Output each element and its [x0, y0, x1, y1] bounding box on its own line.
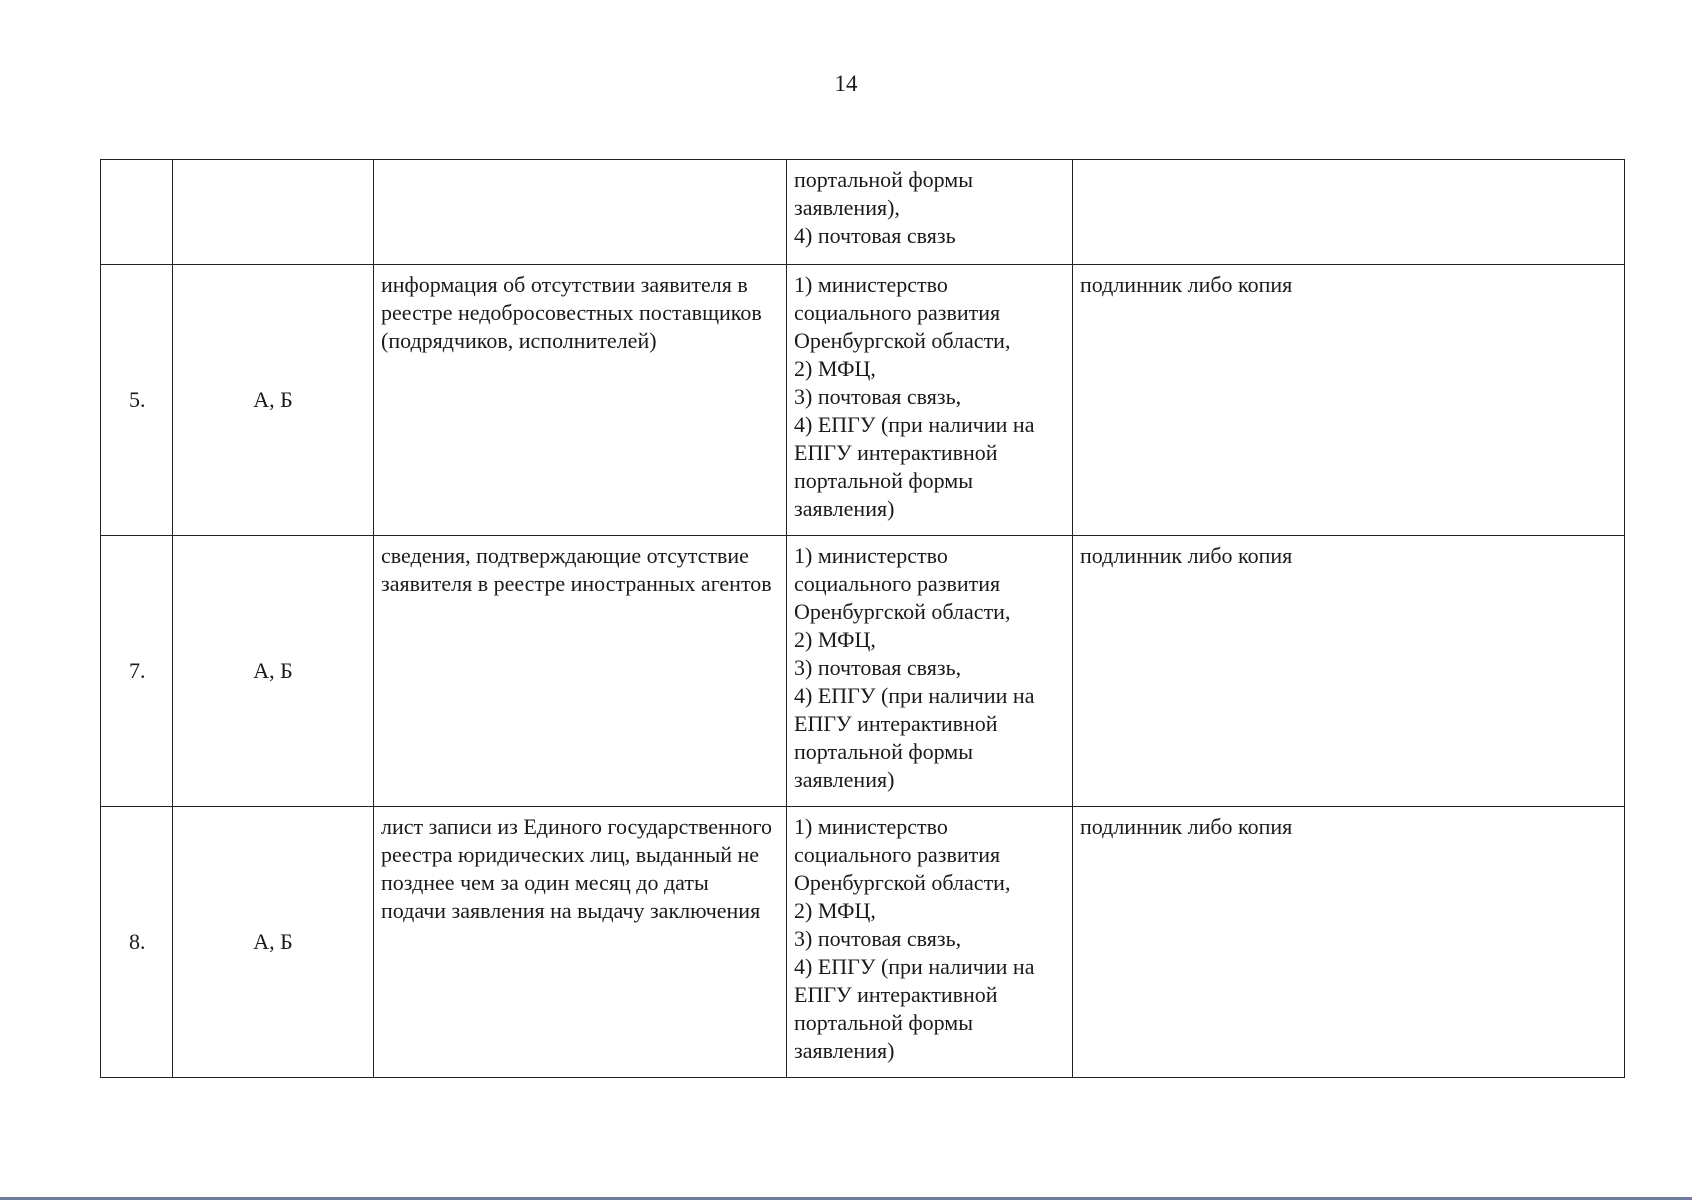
source-line: ЕПГУ интерактивной [794, 982, 998, 1007]
source-line: портальной формы [794, 739, 974, 764]
source-line: Оренбургской области, [794, 599, 1011, 624]
submission-method-cell [787, 536, 1073, 807]
source-line: 2) МФЦ, [794, 627, 876, 652]
source-line: заявления), [794, 195, 900, 220]
source-line: портальной формы [794, 1010, 974, 1035]
source-line: 1) министерство [794, 543, 948, 568]
document-name-cell [374, 160, 787, 265]
source-line: 3) почтовая связь, [794, 926, 962, 951]
source-line: Оренбургской области, [794, 870, 1011, 895]
source-line: заявления) [794, 496, 895, 521]
document-form-cell: подлинник либо копия [1073, 807, 1625, 1078]
source-line: 4) ЕПГУ (при наличии на [794, 954, 1035, 979]
source-line: 4) ЕПГУ (при наличии на [794, 683, 1035, 708]
source-line: заявления) [794, 1038, 895, 1063]
source-line: 4) ЕПГУ (при наличии на [794, 412, 1035, 437]
applicant-category-cell: А, Б [173, 536, 374, 807]
source-line: 1) министерство [794, 272, 948, 297]
source-line: социального развития [794, 300, 1001, 325]
source-line: Оренбургской области, [794, 328, 1011, 353]
source-line: социального развития [794, 571, 1001, 596]
submission-method-cell [787, 265, 1073, 536]
source-line: 4) почтовая связь [794, 223, 956, 248]
document-form-cell [1073, 160, 1625, 265]
source-line: 3) почтовая связь, [794, 655, 962, 680]
applicant-category-cell: А, Б [173, 265, 374, 536]
submission-method-cell [787, 160, 1073, 265]
source-line: 2) МФЦ, [794, 356, 876, 381]
document-form-cell: подлинник либо копия [1073, 536, 1625, 807]
source-line: 1) министерство [794, 814, 948, 839]
source-line: ЕПГУ интерактивной [794, 711, 998, 736]
page-number: 14 [834, 71, 858, 96]
source-line: портальной формы [794, 468, 974, 493]
row-number-cell: 7. [101, 536, 173, 807]
applicant-category-cell [173, 160, 374, 265]
table-row [101, 265, 1625, 536]
document-form-cell: подлинник либо копия [1073, 265, 1625, 536]
table-row [101, 160, 1625, 265]
document-name-cell: сведения, подтверждающие отсутствие заявителя в реестре иностранных агентов [374, 536, 787, 807]
source-line: ЕПГУ интерактивной [794, 440, 998, 465]
submission-method-cell [787, 807, 1073, 1078]
source-line: портальной формы [794, 167, 974, 192]
row-number-cell: 8. [101, 807, 173, 1078]
table-row [101, 807, 1625, 1078]
row-number-cell: 5. [101, 265, 173, 536]
documents-table [100, 159, 1625, 1078]
source-line: заявления) [794, 767, 895, 792]
applicant-category-cell: А, Б [173, 807, 374, 1078]
document-name-cell: лист записи из Единого государственного реестра юридических лиц, выданный не позднее чем за один месяц до даты подачи заявления на выдачу заключения [374, 807, 787, 1078]
source-line: 3) почтовая связь, [794, 384, 962, 409]
document-name-cell: информация об отсутствии заявителя в реестре недобросовестных поставщиков (подрядчиков, исполнителей) [374, 265, 787, 536]
source-line: 2) МФЦ, [794, 898, 876, 923]
source-line: социального развития [794, 842, 1001, 867]
table-row [101, 536, 1625, 807]
row-number-cell [101, 160, 173, 265]
